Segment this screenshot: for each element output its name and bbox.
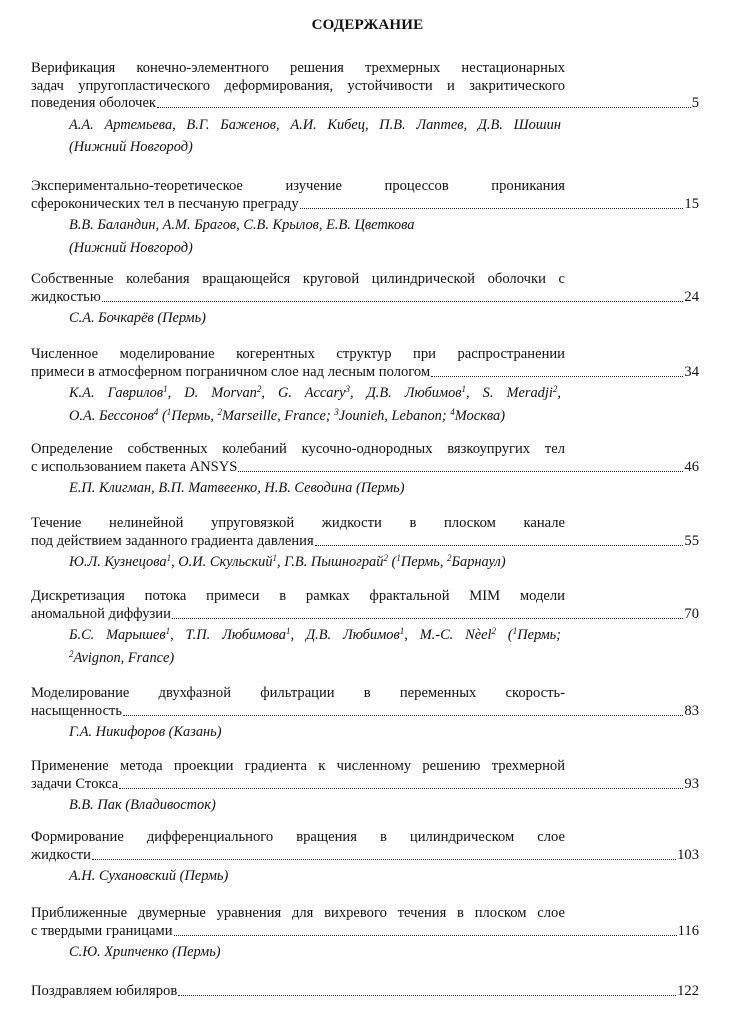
toc-entry-authors: Б.С. Марышев$^1$, Т.П. Любимова$^1$, Д.В. Любимов$^1$, М.-С. Nèel$^2$ ($^1$Пермь; <box>69 626 561 643</box>
toc-entry-leader-line <box>31 95 699 113</box>
toc-entry <box>31 829 699 887</box>
dot-leader <box>315 533 684 546</box>
toc-entry-title-line: Определение собственных колебаний кусочно-однородных вязкоупругих тел <box>31 441 565 457</box>
toc-entry-title-line: Численное моделирование когерентных структур при распространении <box>31 346 565 362</box>
page-number: 103 <box>677 846 699 863</box>
toc-entry-leader-line <box>31 459 699 477</box>
toc-entry-leader-line <box>31 364 699 382</box>
dot-leader <box>119 776 683 789</box>
toc-entry-authors: С.А. Бочкарёв (Пермь) <box>69 310 206 326</box>
toc-entry <box>31 905 699 963</box>
toc-entry-title-end: жидкостью <box>31 288 101 305</box>
toc-entry-title-line: Приближенные двумерные уравнения для вихревого течения в плоском слое <box>31 905 565 921</box>
toc-entry-leader-line <box>31 533 699 551</box>
toc-entry-title-line: задач упругопластического деформирования, устойчивости и закритического <box>31 77 565 94</box>
toc-entry-title-end: насыщенность <box>31 702 123 719</box>
page-number: 116 <box>677 922 699 939</box>
dot-leader <box>172 606 683 619</box>
toc-entry-title-line: Собственные колебания вращающейся круговой цилиндрической оболочки с <box>31 271 565 287</box>
dot-leader <box>92 847 676 860</box>
dot-leader <box>178 983 676 996</box>
toc-entry-authors: (Нижний Новгород) <box>69 139 193 155</box>
toc-entry-authors: В.В. Пак (Владивосток) <box>69 797 216 813</box>
toc-entry-authors: К.А. Гаврилов$^1$, D. Morvan$^2$, G. Accary$^3$, Д.В. Любимов$^1$, S. Meradji$^2$, <box>69 384 561 401</box>
toc-entry-authors: А.А. Артемьева, В.Г. Баженов, А.И. Кибец, П.В. Лаптев, Д.В. Шошин <box>69 116 561 133</box>
toc-entry-leader-line <box>31 289 699 307</box>
toc-entry-authors: С.Ю. Хрипченко (Пермь) <box>69 944 221 960</box>
toc-entry-leader-line <box>31 923 699 941</box>
toc-entry <box>31 983 699 1001</box>
toc-entry <box>31 60 699 158</box>
page-number: 70 <box>684 605 699 622</box>
toc-entry <box>31 758 699 816</box>
page-number: 122 <box>677 983 699 999</box>
toc-entry-title-end: сфероконических тел в песчаную преграду <box>31 195 299 212</box>
toc-entry <box>31 346 699 426</box>
toc-entry-title-end: жидкости <box>31 846 91 863</box>
toc-entry-title-end: примеси в атмосферном пограничном слое над лесным пологом <box>31 363 431 380</box>
contents-heading: СОДЕРЖАНИЕ <box>311 17 424 33</box>
toc-entry-authors: $^2$Avignon, France) <box>69 648 175 666</box>
toc-entry-title-end: под действием заданного градиента давления <box>31 532 314 549</box>
toc-entry-title-end: с использованием пакета ANSYS <box>31 458 238 475</box>
toc-entry-authors: О.А. Бессонов$^4$ ($^1$Пермь, $^2$Marseille, France; $^3$Jounieh, Lebanon; $^4$Москва) <box>69 406 505 424</box>
dot-leader <box>431 364 683 377</box>
page-number: 34 <box>684 363 699 380</box>
toc-entry <box>31 515 699 573</box>
toc-entry-title-line: Верификация конечно-элементного решения трехмерных нестационарных <box>31 60 565 76</box>
page-number: 15 <box>684 195 699 212</box>
toc-entry-title-end: задачи Стокса <box>31 775 119 792</box>
toc-entry-leader-line <box>31 196 699 214</box>
dot-leader <box>174 923 677 936</box>
toc-entry-leader-line <box>31 606 699 624</box>
toc-entry-title-line: Применение метода проекции градиента к численному решению трехмерной <box>31 758 565 774</box>
page-number: 83 <box>684 702 699 719</box>
toc-entry <box>31 685 699 743</box>
toc-entry-title-line: Экспериментально-теоретическое изучение процессов проникания <box>31 178 565 194</box>
toc-entry-authors: В.В. Баландин, А.М. Брагов, С.В. Крылов, Е.В. Цветкова <box>69 217 415 233</box>
toc-entry-title-end: Поздравляем юбиляров <box>31 983 178 999</box>
toc-entry-leader-line <box>31 847 699 865</box>
toc-entry-title-line: Моделирование двухфазной фильтрации в переменных скорость- <box>31 685 565 701</box>
page-number: 93 <box>684 775 699 792</box>
toc-entry-authors: Г.А. Никифоров (Казань) <box>69 724 222 740</box>
toc-entry-authors: Ю.Л. Кузнецова$^1$, О.И. Скульский$^1$, Г.В. Пышнограй$^2$ ($^1$Пермь, $^2$Барнаул) <box>69 553 506 570</box>
dot-leader <box>102 289 684 302</box>
toc-entry <box>31 178 699 258</box>
toc-entry-title-end: аномальной диффузии <box>31 605 171 622</box>
toc-entry <box>31 588 699 668</box>
toc-entry-title-end: с твердыми границами <box>31 922 173 939</box>
dot-leader <box>123 703 683 716</box>
page-number: 46 <box>684 458 699 475</box>
toc-entry-leader-line <box>31 776 699 794</box>
dot-leader <box>238 459 683 472</box>
page-number: 24 <box>684 288 699 305</box>
toc-entry-authors: А.Н. Сухановский (Пермь) <box>69 868 229 884</box>
dot-leader <box>157 95 691 108</box>
toc-entry <box>31 271 699 329</box>
dot-leader <box>300 196 684 209</box>
toc-entry-title-line: Формирование дифференциального вращения в цилиндрическом слое <box>31 829 565 845</box>
toc-entry-title-line: Дискретизация потока примеси в рамках фрактальной MIM модели <box>31 588 565 604</box>
page-number: 5 <box>691 95 699 111</box>
page-number: 55 <box>684 532 699 549</box>
toc-entry <box>31 441 699 499</box>
toc-entry-leader-line <box>31 983 699 1001</box>
toc-entry-leader-line <box>31 703 699 721</box>
toc-entry-title-line: Течение нелинейной упруговязкой жидкости в плоском канале <box>31 515 565 531</box>
toc-entry-title-end: поведения оболочек <box>31 95 157 111</box>
toc-entry-authors: Е.П. Клигман, В.П. Матвеенко, Н.В. Севодина (Пермь) <box>69 480 405 496</box>
toc-entry-authors: (Нижний Новгород) <box>69 239 193 256</box>
